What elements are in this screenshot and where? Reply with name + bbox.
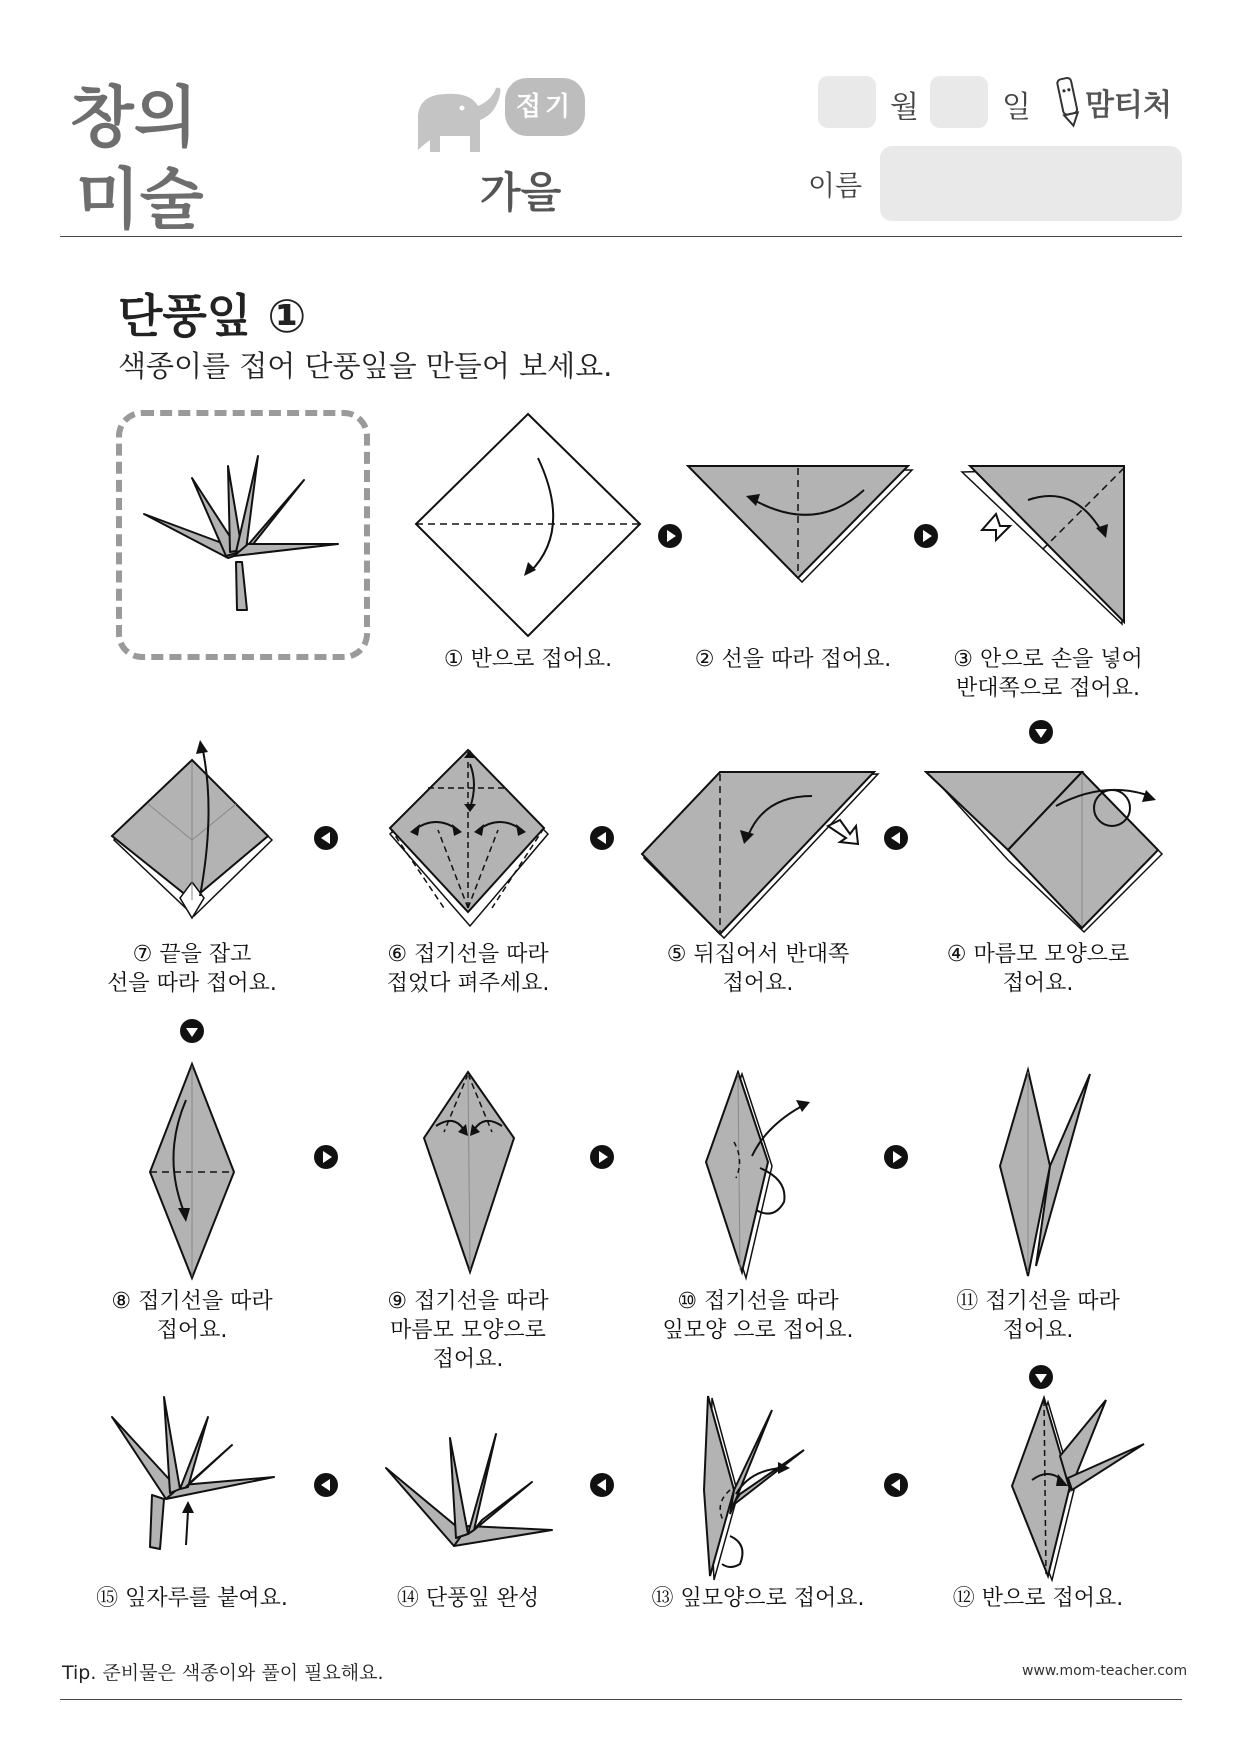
step-4-caption: ④ 마름모 모양으로 접어요. (946, 942, 1130, 996)
step-2-figure (686, 464, 916, 592)
category-tag: 접기 (505, 78, 585, 136)
step-3-figure (956, 464, 1130, 630)
step-15-figure (110, 1395, 278, 1555)
brand-text: 맘티처 (1085, 88, 1172, 123)
elephant-icon (410, 80, 505, 165)
step-2-caption: ② 선을 따라 접어요. (694, 647, 892, 672)
down-arrow-icon (1028, 1364, 1054, 1390)
name-label: 이름 (808, 169, 863, 202)
tip-text: Tip. 준비물은 색종이와 풀이 필요해요. (62, 1662, 384, 1684)
day-input-box[interactable] (930, 76, 988, 128)
logo-text-bottom: 미술 (76, 161, 204, 232)
step-7-caption: ⑦ 끝을 잡고 선을 따라 접어요. (107, 942, 277, 996)
next-arrow-icon (589, 1144, 615, 1170)
step-1-caption: ① 반으로 접어요. (443, 647, 613, 672)
finished-maple-leaf-figure (130, 440, 350, 620)
step-5-figure (640, 770, 880, 942)
step-14-caption: ⑭ 단풍잎 완성 (396, 1586, 540, 1611)
step-9-caption: ⑨ 접기선을 따라 마름모 모양으로 접어요. (387, 1289, 549, 1372)
step-3-caption: ③ 안으로 손을 넣어 반대쪽으로 접어요. (953, 647, 1143, 701)
down-arrow-icon (1028, 719, 1054, 745)
step-10-caption: ⑩ 접기선을 따라 잎모양 으로 접어요. (662, 1289, 854, 1343)
next-arrow-icon (883, 1144, 909, 1170)
step-5-caption: ⑤ 뒤집어서 반대쪽 접어요. (666, 942, 850, 996)
page-title: 단풍잎 ① (118, 289, 307, 343)
footer-divider (60, 1699, 1182, 1700)
step-11-figure (992, 1066, 1098, 1280)
logo-text-top: 창의 (70, 79, 198, 156)
month-label: 월 (890, 90, 919, 125)
step-8-caption: ⑧ 접기선을 따라 접어요. (111, 1289, 273, 1343)
prev-arrow-icon (313, 825, 339, 851)
header-divider (60, 236, 1182, 237)
prev-arrow-icon (589, 825, 615, 851)
prev-arrow-icon (313, 1472, 339, 1498)
step-12-caption: ⑫ 반으로 접어요. (952, 1586, 1124, 1611)
name-input-box[interactable] (880, 146, 1182, 221)
next-arrow-icon (913, 523, 939, 549)
step-9-figure (422, 1070, 516, 1276)
prev-arrow-icon (883, 1472, 909, 1498)
mom-teacher-logo (1055, 70, 1185, 130)
step-12-figure (1010, 1394, 1148, 1584)
step-13-figure (700, 1394, 826, 1582)
step-1-figure (412, 410, 644, 642)
step-6-caption: ⑥ 접기선을 따라 접었다 펴주세요. (386, 942, 550, 996)
down-arrow-icon (179, 1018, 205, 1044)
step-14-figure (384, 1430, 556, 1550)
step-4-figure (924, 770, 1168, 936)
month-input-box[interactable] (818, 76, 876, 128)
website-url[interactable]: www.mom-teacher.com (1022, 1663, 1188, 1679)
season-label: 가을 (480, 168, 562, 217)
next-arrow-icon (657, 523, 683, 549)
day-label: 일 (1002, 90, 1031, 125)
step-10-figure (700, 1070, 820, 1282)
page-subtitle: 색종이를 접어 단풍잎을 만들어 보세요. (118, 349, 613, 383)
step-15-caption: ⑮ 잎자루를 붙여요. (96, 1586, 288, 1611)
step-13-caption: ⑬ 잎모양으로 접어요. (651, 1586, 865, 1611)
step-6-figure (384, 744, 552, 930)
step-8-figure (146, 1060, 238, 1282)
prev-arrow-icon (589, 1472, 615, 1498)
next-arrow-icon (313, 1144, 339, 1170)
prev-arrow-icon (883, 825, 909, 851)
chang-ui-misul-logo (70, 72, 210, 232)
step-7-figure (108, 740, 276, 936)
step-11-caption: ⑪ 접기선을 따라 접어요. (956, 1289, 1120, 1343)
